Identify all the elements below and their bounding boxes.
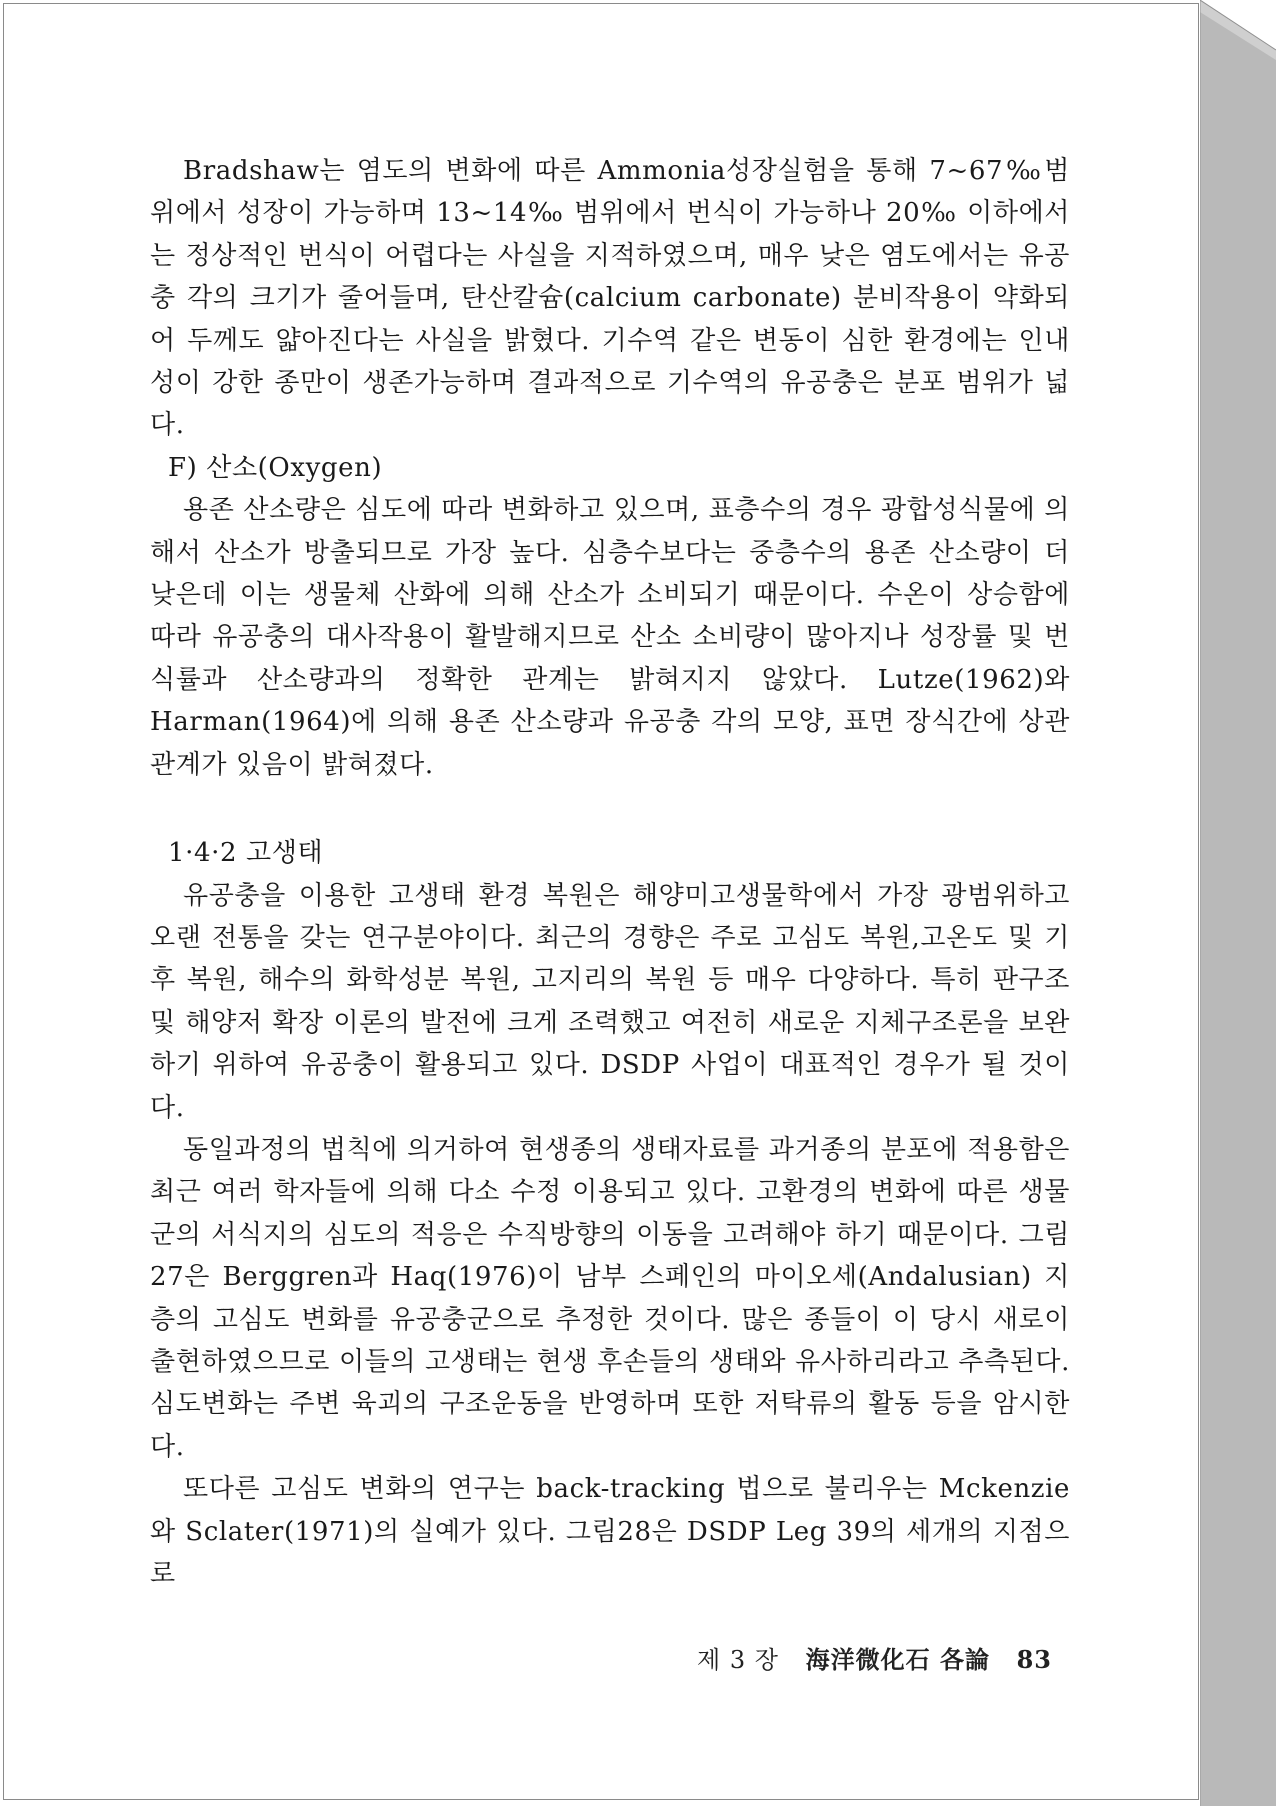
heading-paleoecology: 1·4·2 고생태 xyxy=(168,838,324,869)
footer-chapter: 제 3 장 xyxy=(697,1646,779,1674)
body-text xyxy=(150,150,1070,1595)
page-number: 83 xyxy=(1016,1645,1052,1674)
book-edge xyxy=(1200,0,1276,1806)
heading-oxygen: F) 산소(Oxygen) xyxy=(168,452,383,483)
paragraph-uniformitarianism: 동일과정의 법칙에 의거하여 현생종의 생태자료를 과거종의 분포에 적용함은 최근 여러 학자들에 의해 다소 수정 이용되고 있다. 고환경의 변화에 따른 생물군의 서식지의 심도의 적응은 수직방향의 이동을 고려해야 하기 때문이다. 그림27은 Berggren과 Haq(1976)이 남부 스페인의 마이오세(Andalusian) 지층의 고심도 변화를 유공충군으로 추정한 것이다. 많은 종들이 이 당시 새로이 출현하였으므로 이들의 고생태는 현생 후손들의 생태와 유사하리라고 추측된다. 심도변화는 주변 육괴의 구조운동을 반영하며 또한 저탁류의 활동 등을 암시한다. xyxy=(150,1134,1070,1462)
section-gap xyxy=(150,786,1070,832)
paragraph-back-tracking: 또다른 고심도 변화의 연구는 back-tracking 법으로 불리우는 Mckenzie와 Sclater(1971)의 실예가 있다. 그림28은 DSDP Leg 39의 세개의 지점으로 xyxy=(150,1474,1070,1589)
paragraph-paleoecology-intro: 유공충을 이용한 고생태 환경 복원은 해양미고생물학에서 가장 광범위하고 오랜 전통을 갖는 연구분야이다. 최근의 경향은 주로 고심도 복원,고온도 및 기후 복원, 해수의 화학성분 복원, 고지리의 복원 등 매우 다양하다. 특히 판구조 및 해양저 확장 이론의 발전에 크게 조력했고 여전히 새로운 지체구조론을 보완하기 위하여 유공충이 활용되고 있다. DSDP 사업이 대표적인 경우가 될 것이다. xyxy=(150,880,1070,1123)
paragraph-salinity: Bradshaw는 염도의 변화에 따른 Ammonia성장실험을 통해 7~67‰범위에서 성장이 가능하며 13~14‰ 범위에서 번식이 가능하나 20‰ 이하에서는 정상적인 번식이 어렵다는 사실을 지적하였으며, 매우 낮은 염도에서는 유공충 각의 크기가 줄어들며, 탄산칼슘(calcium carbonate) 분비작용이 약화되어 두께도 얇아진다는 사실을 밝혔다. 기수역 같은 변동이 심한 환경에는 인내성이 강한 종만이 생존가능하며 결과적으로 기수역의 유공충은 분포 범위가 넓다. xyxy=(150,156,1070,441)
paragraph-oxygen: 용존 산소량은 심도에 따라 변화하고 있으며, 표층수의 경우 광합성식물에 의해서 산소가 방출되므로 가장 높다. 심층수보다는 중층수의 용존 산소량이 더 낮은데 이는 생물체 산화에 의해 산소가 소비되기 때문이다. 수온이 상승함에 따라 유공충의 대사작용이 활발해지므로 산소 소비량이 많아지나 성장률 및 번식률과 산소량과의 정확한 관계는 밝혀지지 않았다. Lutze(1962)와 Harman(1964)에 의해 용존 산소량과 유공충 각의 모양, 표면 장식간에 상관관계가 있음이 밝혀졌다. xyxy=(150,495,1070,780)
footer-title: 海洋微化石 各論 xyxy=(805,1645,990,1674)
page-footer xyxy=(600,1640,1052,1675)
